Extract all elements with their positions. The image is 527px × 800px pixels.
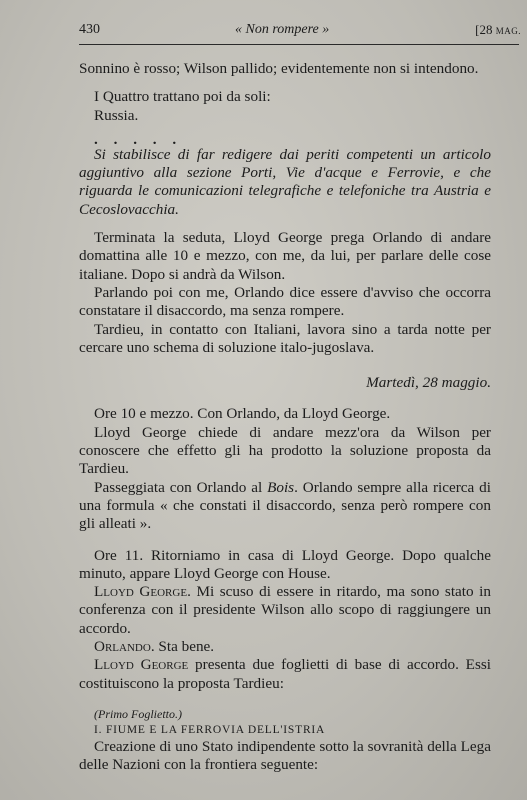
running-title: « Non rompere » [235,22,330,37]
speaker-name: Orlando [94,638,151,656]
paragraph: I Quattro trattano poi da soli: [94,88,271,106]
speech-text: . Mi scuso di essere in ritardo, ma sono stato in conferenza con il presidente Wilson allo scopo di raggiungere un accordo. [79,583,491,637]
paragraph: Ore 10 e mezzo. Con Orlando, da Lloyd George. [94,405,391,423]
running-header [79,22,521,44]
paragraph: Tardieu, in contatto con Italiani, lavora sino a tarda notte per cercare uno schema di soluzione italo-jugoslava. [79,320,491,356]
dialogue-paragraph [79,638,491,656]
running-date-day: [28 [475,22,493,37]
text-run: . Orlando sempre alla ricerca di una formula « che constati il disaccordo, senza però rompere con gli alleati ». [79,478,491,533]
speaker-name: Lloyd George [94,656,189,674]
paragraph: Ore 11. Ritorniamo in casa di Lloyd George. Dopo qualche minuto, appare Lloyd George con House. [79,546,491,582]
paragraph [79,479,491,534]
speech-text: . Sta bene. [150,638,215,656]
running-date [475,22,521,38]
dialogue-paragraph [79,583,491,638]
paragraph: Sonnino è rosso; Wilson pallido; evidentemente non si intendono. [79,60,479,77]
ellipsis-dots: . . . . . [94,130,183,148]
italic-paragraph: Si stabilisce di far redigere dai periti competenti un articolo aggiuntivo alla sezione Porti, Vie d'acque e Ferrovie, e che riguarda le comunicazioni telegrafiche e telefoniche tra Austria e Cecoslovacchia. [79,145,491,218]
paragraph: Russia. [94,106,139,124]
page-body [79,60,491,775]
paragraph: Parlando poi con me, Orlando dice essere d'avviso che occorra constatare il disaccordo, ma senza rompere. [79,283,491,320]
header-rule [79,44,519,45]
section-heading: I. FIUME E LA FERROVIA DELL'ISTRIA [94,723,326,736]
paragraph: Creazione di uno Stato indipendente sotto la sovranità della Lega delle Nazioni con la frontiera seguente: [79,737,491,774]
text-run-italic: Bois [267,478,295,496]
speech-text: presenta due foglietti di base di accordo. Essi costituiscono la proposta Tardieu: [79,656,491,692]
speaker-name: Lloyd George [94,583,188,601]
running-date-month: MAG. [495,26,521,36]
page-number: 430 [79,22,100,37]
text-run: Passeggiata con Orlando al [94,478,268,496]
paragraph: Lloyd George chiede di andare mezz'ora da Wilson per conoscere che effetto gli ha prodotto la soluzione proposta da Tardieu. [79,423,491,478]
dialogue-paragraph [79,656,491,693]
foglietto-label: (Primo Foglietto.) [94,706,182,721]
date-heading: Martedì, 28 maggio. [366,374,491,392]
paragraph: Terminata la seduta, Lloyd George prega Orlando di andare domattina alle 10 e mezzo, con me, da lui, per parlare delle cose italiane. Dopo si andrà da Wilson. [79,229,491,283]
